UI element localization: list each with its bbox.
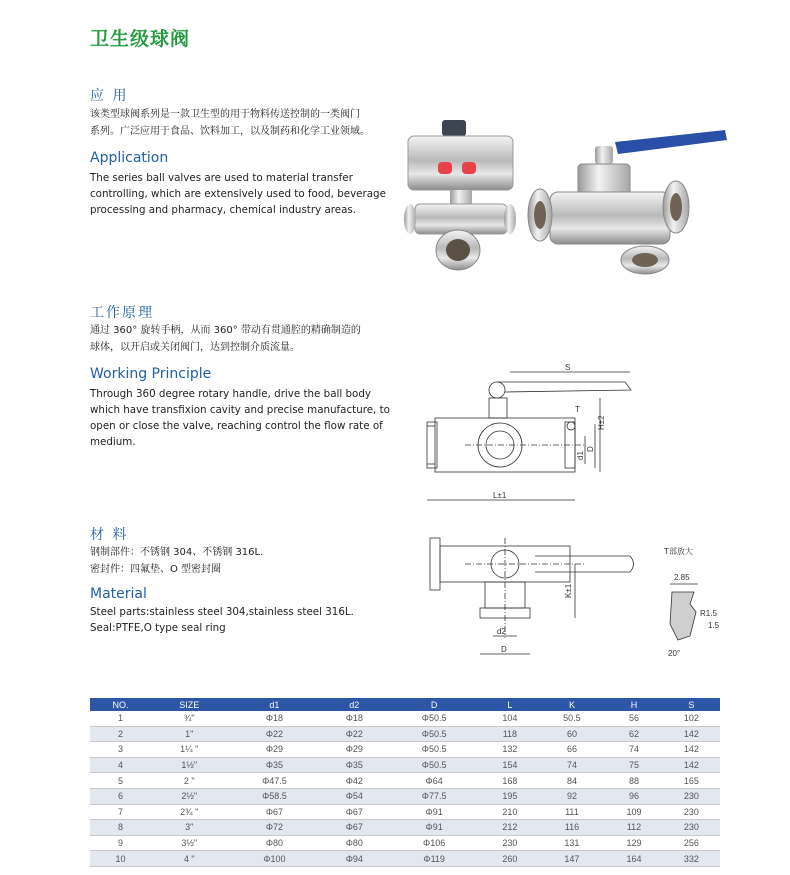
table-row	[90, 788, 720, 804]
page-title: 卫生级球阀	[90, 28, 191, 50]
table-cell: Φ67	[227, 804, 321, 820]
material-text-cn-line: 密封件：四氟垫、O 型密封圈	[90, 564, 222, 575]
application-text-en	[90, 170, 390, 218]
table-row	[90, 851, 720, 867]
table-cell: 212	[481, 820, 538, 836]
label-t: T	[575, 405, 580, 414]
table-cell: ¾"	[151, 711, 227, 726]
detail-width: 2.85	[674, 573, 690, 582]
table-cell: 111	[539, 804, 606, 820]
label-d2: d2	[497, 627, 506, 636]
table-cell: 2 "	[151, 773, 227, 789]
table-cell: 165	[663, 773, 720, 789]
table-cell: 84	[539, 773, 606, 789]
table-cell: 5	[90, 773, 151, 789]
column-header: L	[481, 698, 538, 711]
table-cell: Φ50.5	[387, 757, 481, 773]
table-cell: 168	[481, 773, 538, 789]
table-cell: Φ29	[227, 742, 321, 758]
principle-text-cn-line: 通过 360° 旋转手柄，从而 360° 带动有贯通腔的精确制造的	[90, 325, 361, 336]
handle-outline	[497, 382, 631, 392]
table-cell: Φ119	[387, 851, 481, 867]
table-row	[90, 835, 720, 851]
table-cell: 62	[605, 726, 662, 742]
table-cell: 230	[663, 820, 720, 836]
application-text-en-line: processing and pharmacy, chemical industry areas.	[90, 204, 357, 216]
spec-table	[90, 698, 720, 867]
label-d: D	[586, 446, 595, 452]
table-row	[90, 726, 720, 742]
material-text-cn-line: 钢制部件：不锈钢 304、不锈钢 316L.	[90, 547, 264, 558]
table-cell: Φ77.5	[387, 788, 481, 804]
principle-heading-en: Working Principle	[90, 366, 212, 382]
column-header: SIZE	[151, 698, 227, 711]
material-heading-cn: 材 料	[90, 527, 129, 543]
table-cell: 1"	[151, 726, 227, 742]
table-cell: 142	[663, 726, 720, 742]
table-cell: 210	[481, 804, 538, 820]
table-body	[90, 711, 720, 866]
column-header: K	[539, 698, 606, 711]
table-cell: Φ80	[227, 835, 321, 851]
table-row	[90, 757, 720, 773]
table-row	[90, 742, 720, 758]
table-cell: 7	[90, 804, 151, 820]
detail-radius: R1.5	[700, 609, 717, 618]
table-cell: Φ42	[322, 773, 388, 789]
label-d-bottom: D	[501, 645, 507, 654]
pneumatic-valve-illustration	[404, 120, 516, 270]
table-cell: Φ29	[322, 742, 388, 758]
label-k: K±1	[564, 583, 573, 598]
table-cell: 3½"	[151, 835, 227, 851]
table-cell: 60	[539, 726, 606, 742]
table-cell: 109	[605, 804, 662, 820]
principle-text-cn-line: 球体，以开启或关闭阀门，达到控制介质流量。	[90, 342, 300, 353]
column-header: d1	[227, 698, 321, 711]
column-header: H	[605, 698, 662, 711]
table-cell: Φ80	[322, 835, 388, 851]
application-heading-en: Application	[90, 150, 169, 166]
table-cell: 96	[605, 788, 662, 804]
table-cell: 142	[663, 742, 720, 758]
table-cell: 1¼ "	[151, 742, 227, 758]
table-cell: Φ54	[322, 788, 388, 804]
table-cell: Φ100	[227, 851, 321, 867]
table-row	[90, 711, 720, 726]
table-cell: 195	[481, 788, 538, 804]
table-cell: 2	[90, 726, 151, 742]
table-cell: Φ22	[322, 726, 388, 742]
table-cell: 116	[539, 820, 606, 836]
table-cell: Φ58.5	[227, 788, 321, 804]
table-cell: Φ50.5	[387, 726, 481, 742]
table-cell: 9	[90, 835, 151, 851]
table-cell: Φ64	[387, 773, 481, 789]
table-cell: 92	[539, 788, 606, 804]
table-cell: 131	[539, 835, 606, 851]
table-cell: Φ35	[227, 757, 321, 773]
principle-text-en-line: Through 360 degree rotary handle, drive the ball body	[90, 388, 371, 400]
table-row	[90, 820, 720, 836]
table-cell: 4	[90, 757, 151, 773]
column-header: D	[387, 698, 481, 711]
table-cell: 3	[90, 742, 151, 758]
table-cell: 8	[90, 820, 151, 836]
table-cell: Φ18	[227, 711, 321, 726]
label-d1: d1	[576, 451, 585, 460]
table-cell: 112	[605, 820, 662, 836]
table-cell: Φ94	[322, 851, 388, 867]
table-cell: 4 "	[151, 851, 227, 867]
table-cell: 74	[605, 742, 662, 758]
table-cell: 230	[481, 835, 538, 851]
table-cell: 129	[605, 835, 662, 851]
table-cell: 1½"	[151, 757, 227, 773]
table-cell: 6	[90, 788, 151, 804]
table-cell: 2¾ "	[151, 804, 227, 820]
table-cell: Φ18	[322, 711, 388, 726]
table-cell: Φ67	[322, 820, 388, 836]
table-cell: 147	[539, 851, 606, 867]
material-text-en-line: Seal:PTFE,O type seal ring	[90, 622, 226, 634]
column-header: NO.	[90, 698, 151, 711]
table-cell: 164	[605, 851, 662, 867]
principle-text-cn	[90, 322, 390, 356]
principle-text-en-line: open or close the valve, reaching control the flow rate of	[90, 420, 383, 432]
table-cell: 260	[481, 851, 538, 867]
manual-valve-illustration	[528, 130, 727, 274]
table-cell: 2½"	[151, 788, 227, 804]
application-text-en-line: controlling, which are extensively used to food, beverage	[90, 188, 386, 200]
table-cell: 154	[481, 757, 538, 773]
application-heading-cn: 应 用	[90, 88, 129, 104]
principle-text-en-line: medium.	[90, 436, 136, 448]
top-view-drawing	[425, 528, 640, 668]
table-cell: 56	[605, 711, 662, 726]
table-cell: Φ47.5	[227, 773, 321, 789]
table-cell: 132	[481, 742, 538, 758]
table-cell: Φ91	[387, 820, 481, 836]
table-cell: 75	[605, 757, 662, 773]
application-text-cn	[90, 106, 390, 140]
table-cell: 104	[481, 711, 538, 726]
table-cell: 10	[90, 851, 151, 867]
principle-heading-cn: 工作原理	[90, 305, 154, 321]
table-cell: 230	[663, 804, 720, 820]
principle-text-en-line: which have transfixion cavity and precise manufacture, to	[90, 404, 390, 416]
table-cell: 3"	[151, 820, 227, 836]
material-text-cn	[90, 544, 390, 578]
table-cell: 74	[539, 757, 606, 773]
table-cell: 230	[663, 788, 720, 804]
table-cell: Φ50.5	[387, 742, 481, 758]
column-header: S	[663, 698, 720, 711]
table-cell: 256	[663, 835, 720, 851]
label-l: L±1	[493, 491, 507, 500]
table-cell: Φ50.5	[387, 711, 481, 726]
table-cell: 1	[90, 711, 151, 726]
front-view-drawing	[425, 360, 640, 510]
table-cell: Φ35	[322, 757, 388, 773]
label-h: H±2	[597, 415, 606, 430]
table-cell: 66	[539, 742, 606, 758]
material-text-en-line: Steel parts:stainless steel 304,stainless steel 316L.	[90, 606, 354, 618]
table-cell: Φ91	[387, 804, 481, 820]
table-cell: 332	[663, 851, 720, 867]
table-cell: 142	[663, 757, 720, 773]
detail-t-drawing	[650, 540, 730, 660]
table-cell: Φ72	[227, 820, 321, 836]
detail-height: 1.5	[708, 621, 720, 630]
detail-angle: 20°	[668, 649, 681, 658]
table-cell: Φ22	[227, 726, 321, 742]
table-header-row	[90, 698, 720, 711]
table-cell: Φ106	[387, 835, 481, 851]
table-row	[90, 804, 720, 820]
material-text-en	[90, 604, 390, 636]
product-photo	[400, 112, 730, 284]
material-heading-en: Material	[90, 586, 147, 602]
table-row	[90, 773, 720, 789]
detail-title: T部放大	[664, 547, 693, 556]
table-cell: 50.5	[539, 711, 606, 726]
table-cell: Φ67	[322, 804, 388, 820]
table-cell: 102	[663, 711, 720, 726]
table-cell: 88	[605, 773, 662, 789]
application-text-en-line: The series ball valves are used to material transfer	[90, 172, 353, 184]
principle-text-en	[90, 386, 390, 450]
application-text-cn-line: 系列。广泛应用于食品、饮料加工，以及制药和化学工业领域。	[90, 126, 370, 137]
table-cell: 118	[481, 726, 538, 742]
column-header: d2	[322, 698, 388, 711]
application-text-cn-line: 该类型球阀系列是一款卫生型的用于物料传送控制的一类阀门	[90, 109, 360, 120]
label-s: S	[565, 363, 571, 372]
